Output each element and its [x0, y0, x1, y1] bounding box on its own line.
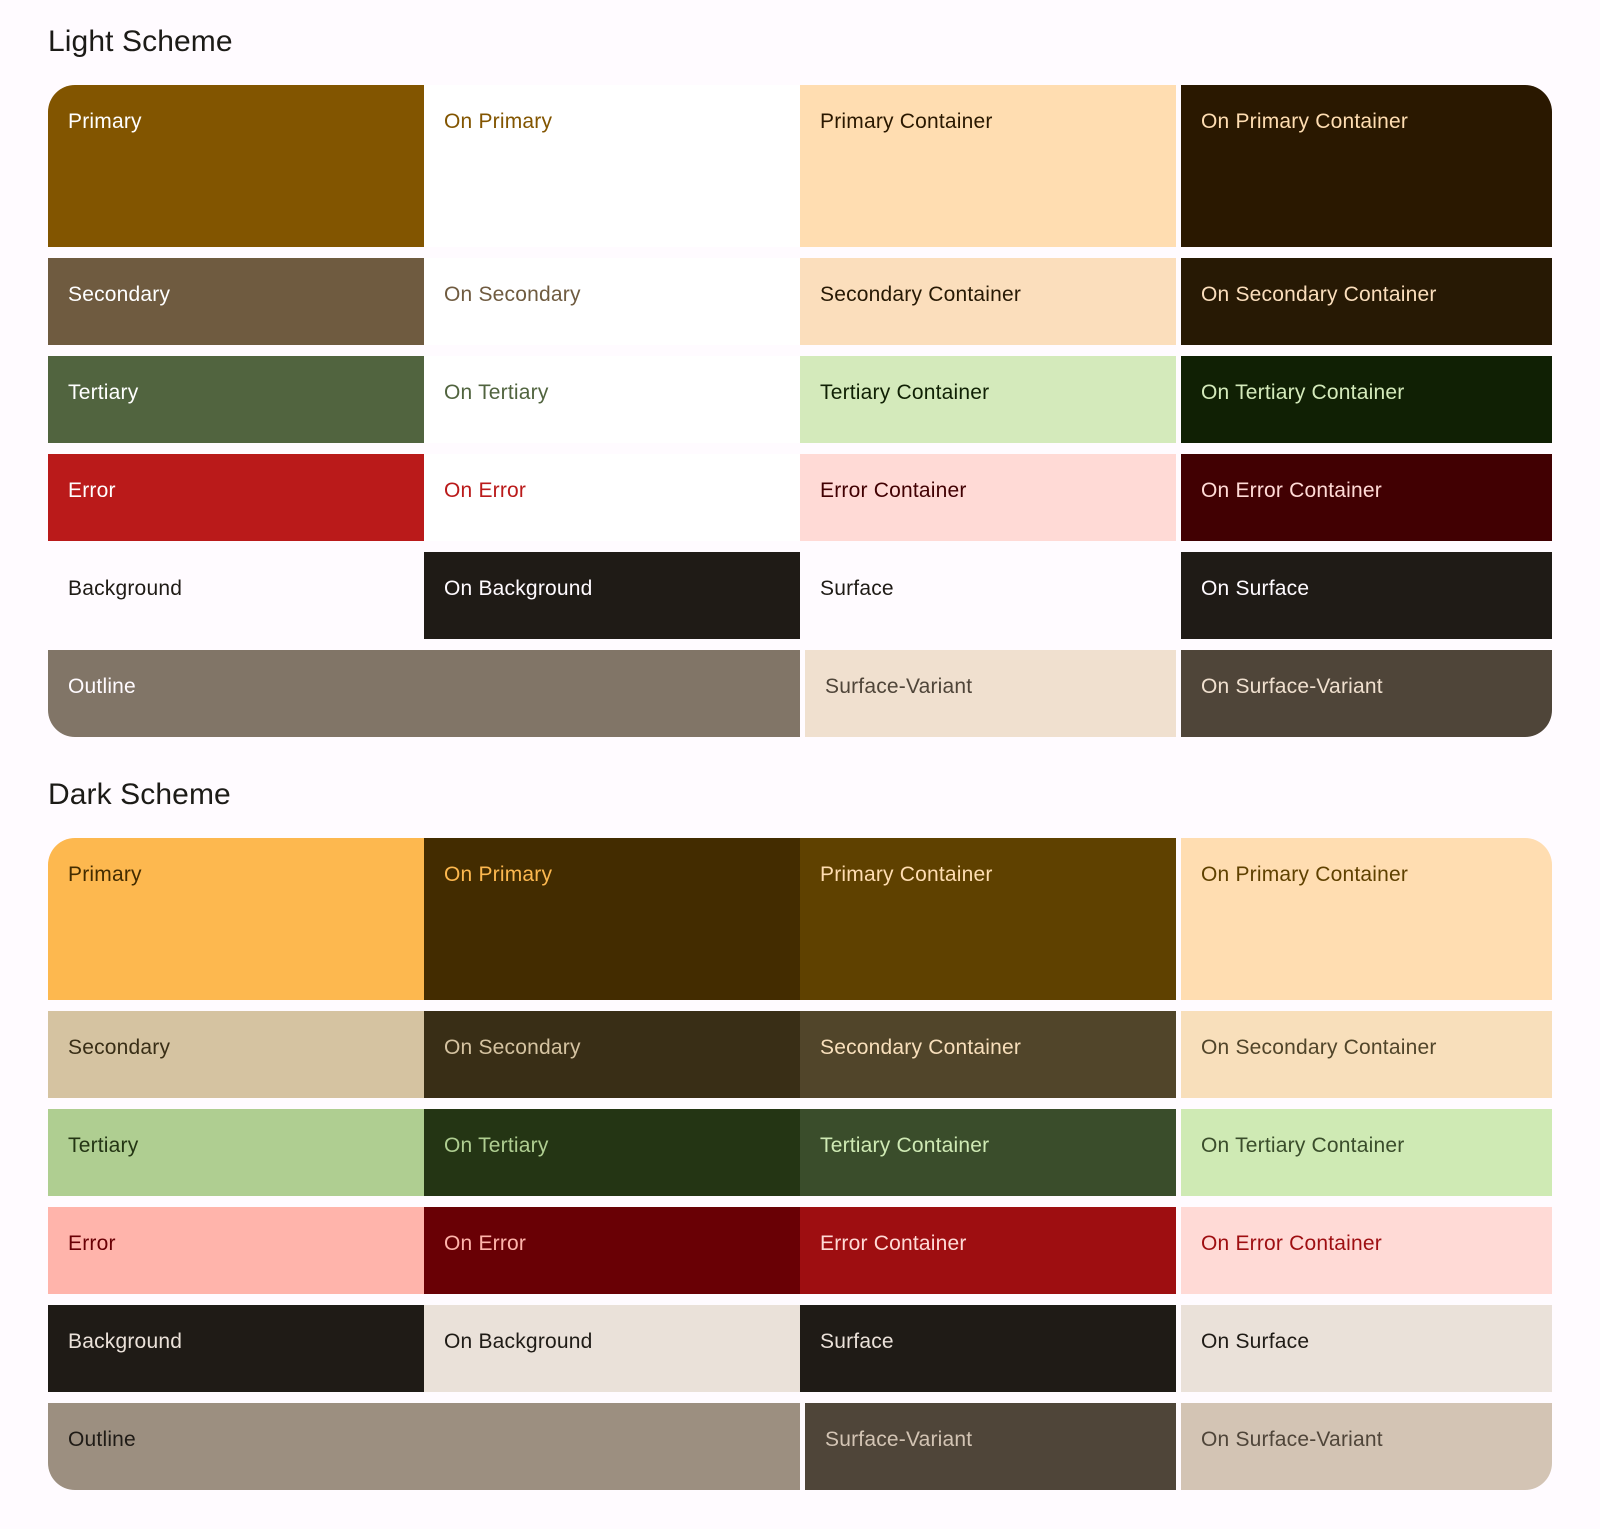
tile-dark-on-secondary [424, 1011, 800, 1098]
color-role-label: Secondary Container [820, 283, 1022, 306]
tile-light-tertiary [48, 356, 424, 443]
tile-light-on-secondary [424, 258, 800, 345]
color-role-label: Tertiary Container [820, 381, 990, 404]
color-role-label: Surface [820, 1330, 894, 1353]
color-role-label: On Tertiary [444, 1134, 549, 1157]
tile-light-on-surface-variant [1181, 650, 1552, 737]
tile-light-on-tertiary-container [1181, 356, 1552, 443]
color-role-label: Secondary [68, 283, 171, 306]
color-role-label: On Secondary Container [1201, 283, 1437, 306]
color-role-label: Error Container [820, 1232, 967, 1255]
color-role-label: Error Container [820, 479, 967, 502]
tile-light-on-primary [424, 85, 800, 247]
tile-dark-tertiary [48, 1109, 424, 1196]
tile-light-on-surface [1181, 552, 1552, 639]
color-role-label: Outline [68, 1428, 136, 1451]
color-role-label: Background [68, 577, 183, 600]
tile-dark-on-tertiary [424, 1109, 800, 1196]
tile-light-error [48, 454, 424, 541]
tile-dark-on-error-container [1181, 1207, 1552, 1294]
tile-light-outline [48, 650, 800, 737]
color-role-label: Error [68, 1232, 116, 1255]
light-scheme-grid [48, 85, 1552, 737]
color-role-label: Primary [68, 110, 142, 133]
color-role-label: On Tertiary [444, 381, 549, 404]
tile-dark-on-primary [424, 838, 800, 1000]
tile-dark-primary-container [800, 838, 1176, 1000]
color-role-label: Surface [820, 577, 894, 600]
color-role-label: On Error Container [1201, 479, 1383, 502]
tile-dark-on-secondary-container [1181, 1011, 1552, 1098]
color-role-label: On Tertiary Container [1201, 381, 1405, 404]
color-role-label: On Secondary [444, 1036, 581, 1059]
tile-dark-on-tertiary-container [1181, 1109, 1552, 1196]
tile-light-secondary [48, 258, 424, 345]
tile-dark-surface-variant [805, 1403, 1176, 1490]
tile-light-on-background [424, 552, 800, 639]
color-role-label: On Primary Container [1201, 110, 1409, 133]
color-role-label: Tertiary [68, 381, 139, 404]
color-role-label: Primary [68, 863, 142, 886]
tile-dark-surface [800, 1305, 1176, 1392]
tile-light-on-error [424, 454, 800, 541]
tile-light-tertiary-container [800, 356, 1176, 443]
color-role-label: Secondary [68, 1036, 171, 1059]
color-role-label: Outline [68, 675, 136, 698]
tile-light-primary-container [800, 85, 1176, 247]
color-role-label: On Primary [444, 110, 553, 133]
color-role-label: Surface-Variant [825, 675, 973, 698]
color-role-label: On Secondary Container [1201, 1036, 1437, 1059]
color-role-label: Primary Container [820, 863, 993, 886]
tile-dark-background [48, 1305, 424, 1392]
tile-light-on-secondary-container [1181, 258, 1552, 345]
color-role-label: Tertiary [68, 1134, 139, 1157]
tile-dark-tertiary-container [800, 1109, 1176, 1196]
tile-dark-secondary [48, 1011, 424, 1098]
color-role-label: On Primary Container [1201, 863, 1409, 886]
tile-dark-error [48, 1207, 424, 1294]
dark-scheme-section [48, 737, 1552, 1490]
color-role-label: On Background [444, 1330, 593, 1353]
color-role-label: Secondary Container [820, 1036, 1022, 1059]
color-role-label: Background [68, 1330, 183, 1353]
tile-dark-on-background [424, 1305, 800, 1392]
color-role-label: On Surface-Variant [1201, 1428, 1383, 1451]
color-role-label: On Error [444, 1232, 527, 1255]
color-role-label: On Surface [1201, 577, 1310, 600]
tile-dark-on-surface [1181, 1305, 1552, 1392]
tile-light-background [48, 552, 424, 639]
tile-dark-on-surface-variant [1181, 1403, 1552, 1490]
color-role-label: On Surface [1201, 1330, 1310, 1353]
color-role-label: On Tertiary Container [1201, 1134, 1405, 1157]
tile-light-error-container [800, 454, 1176, 541]
tile-dark-outline [48, 1403, 800, 1490]
color-role-label: On Primary [444, 863, 553, 886]
dark-scheme-title: Dark Scheme [48, 778, 231, 811]
tile-light-on-primary-container [1181, 85, 1552, 247]
tile-dark-on-error [424, 1207, 800, 1294]
light-scheme-section [48, 0, 1552, 737]
tile-light-surface [800, 552, 1176, 639]
dark-scheme-grid [48, 838, 1552, 1490]
color-role-label: Surface-Variant [825, 1428, 973, 1451]
color-role-label: On Error Container [1201, 1232, 1383, 1255]
color-role-label: On Surface-Variant [1201, 675, 1383, 698]
color-role-label: On Secondary [444, 283, 581, 306]
color-role-label: On Background [444, 577, 593, 600]
tile-dark-primary [48, 838, 424, 1000]
light-scheme-title: Light Scheme [48, 25, 233, 58]
color-role-label: Tertiary Container [820, 1134, 990, 1157]
tile-light-surface-variant [805, 650, 1176, 737]
tile-light-on-error-container [1181, 454, 1552, 541]
tile-light-secondary-container [800, 258, 1176, 345]
color-role-label: Primary Container [820, 110, 993, 133]
tile-light-on-tertiary [424, 356, 800, 443]
color-role-label: Error [68, 479, 116, 502]
color-role-label: On Error [444, 479, 527, 502]
tile-dark-secondary-container [800, 1011, 1176, 1098]
tile-light-primary [48, 85, 424, 247]
tile-dark-on-primary-container [1181, 838, 1552, 1000]
tile-dark-error-container [800, 1207, 1176, 1294]
